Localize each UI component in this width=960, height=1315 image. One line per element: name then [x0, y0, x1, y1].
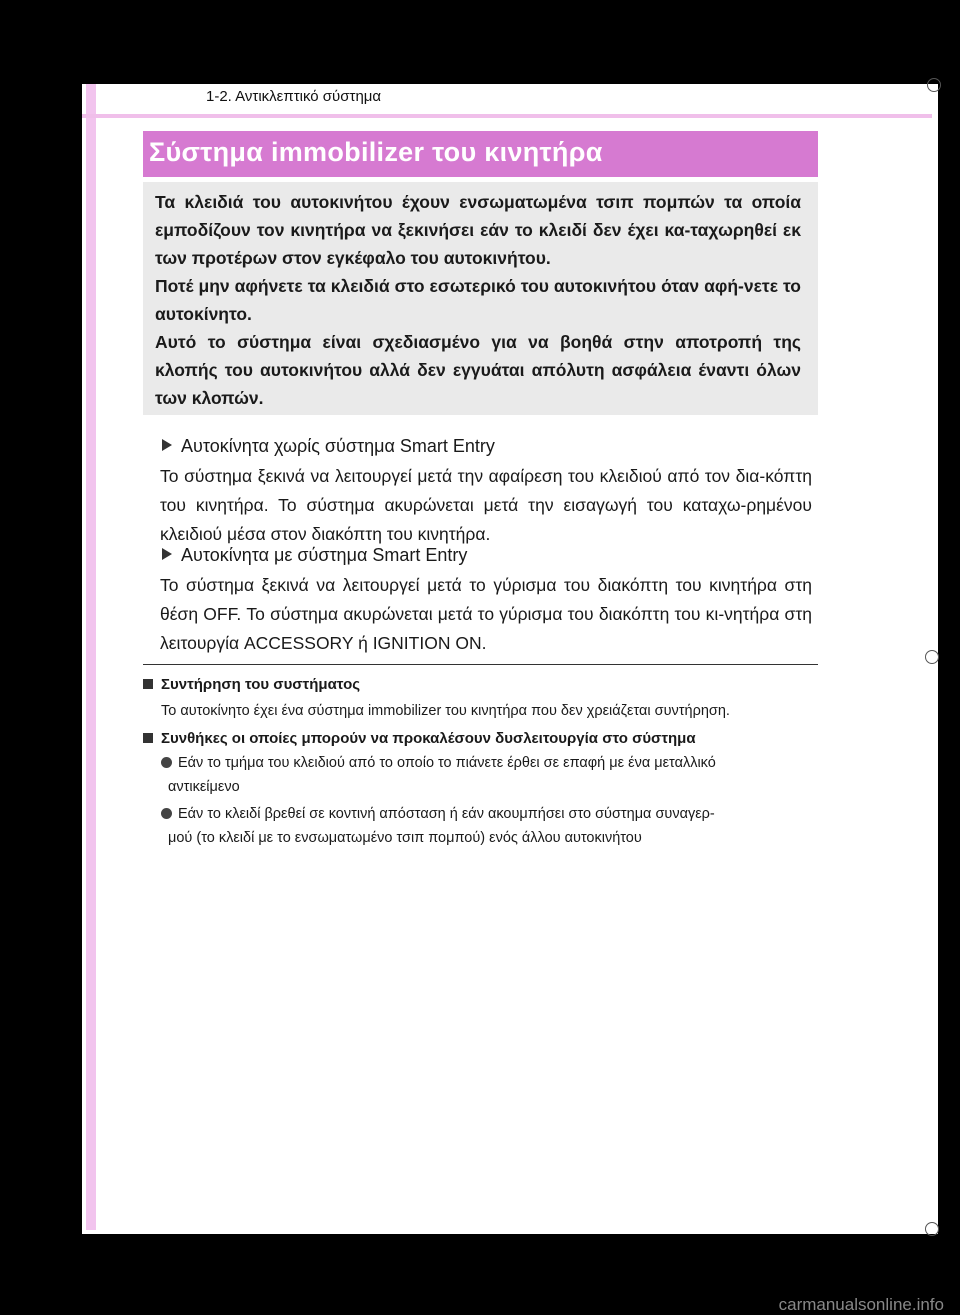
page-title: Σύστημα immobilizer του κινητήρα: [149, 137, 603, 167]
summary-paragraph-3: Αυτό το σύστημα είναι σχεδιασμένο για να βοηθά στην αποτροπή της κλοπής του αυτοκινήτου αλλά δεν εγγυάται απόλυτη ασφάλεια έναντι όλων των κλοπών.: [155, 332, 801, 408]
manual-page: [82, 84, 938, 1234]
note-heading-maintenance: Συντήρηση του συστήματος: [143, 676, 360, 693]
title-bar: [143, 131, 818, 177]
bullet-item-2: Εάν το κλειδί βρεθεί σε κοντινή απόσταση ή εάν ακουμπήσει στο σύστημα συναγερ- μού (το κλειδί με το ενσωματωμένο τσιπ πομπού) ενός άλλου αυτοκινήτου: [161, 802, 818, 850]
body-without-smart-entry: Το σύστημα ξεκινά να λειτουργεί μετά την αφαίρεση του κλειδιού από τον δια-κόπτη του κινητήρα. Το σύστημα ακυρώνεται μετά την εισαγωγή του καταχω-ρημένου κλειδιού μέσα στον διακόπτη του κινητήρα.: [160, 466, 812, 544]
note-text-maintenance: Το αυτοκίνητο έχει ένα σύστημα immobilizer του κινητήρα που δεν χρειάζεται συντήρηση.: [161, 703, 730, 719]
bullet-item-1: Εάν το τμήμα του κλειδιού από το οποίο το πιάνετε έρθει σε επαφή με ένα μεταλλικό αντικείμενο: [161, 751, 818, 799]
side-tab-band: [86, 84, 96, 1230]
body-with-smart-entry: Το σύστημα ξεκινά να λειτουργεί μετά το γύρισμα του διακόπτη του κινητήρα στη θέση OFF. Το σύστημα ακυρώνεται μετά το γύρισμα του διακόπτη του κι-νητήρα στη λειτουργία ACCESSORY ή IGNITION ON.: [160, 575, 812, 653]
header-rule: [82, 114, 932, 118]
square-bullet-icon: [143, 679, 153, 689]
summary-paragraph-1: Τα κλειδιά του αυτοκινήτου έχουν ενσωματωμένα τσιπ πομπών τα οποία εμποδίζουν τον κινητήρα να ξεκινήσει εάν το κλειδί δεν έχει κα-ταχωρηθεί εκ των προτέρων στον εγκέφαλο του αυτοκινήτου.: [155, 192, 801, 268]
square-bullet-icon: [143, 733, 153, 743]
watermark: carmanualsonline.info: [778, 1295, 944, 1314]
subheading-without-smart-entry: Αυτοκίνητα χωρίς σύστημα Smart Entry: [162, 436, 495, 457]
section-breadcrumb: 1-2. Αντικλεπτικό σύστημα: [206, 88, 382, 105]
crop-mark-icon: [927, 78, 941, 92]
subheading-with-smart-entry: Αυτοκίνητα με σύστημα Smart Entry: [162, 545, 467, 566]
crop-mark-icon: [925, 650, 939, 664]
triangle-arrow-icon: [162, 439, 172, 451]
round-bullet-icon: [161, 808, 172, 819]
triangle-arrow-icon: [162, 548, 172, 560]
note-heading-malfunction: Συνθήκες οι οποίες μπορούν να προκαλέσουν δυσλειτουργία στο σύστημα: [143, 730, 696, 747]
crop-mark-icon: [925, 1222, 939, 1236]
summary-paragraph-2: Ποτέ μην αφήνετε τα κλειδιά στο εσωτερικό του αυτοκινήτου όταν αφή-νετε το αυτοκίνητο.: [155, 276, 801, 324]
summary-box: [143, 182, 818, 415]
round-bullet-icon: [161, 757, 172, 768]
section-divider: [143, 664, 818, 665]
